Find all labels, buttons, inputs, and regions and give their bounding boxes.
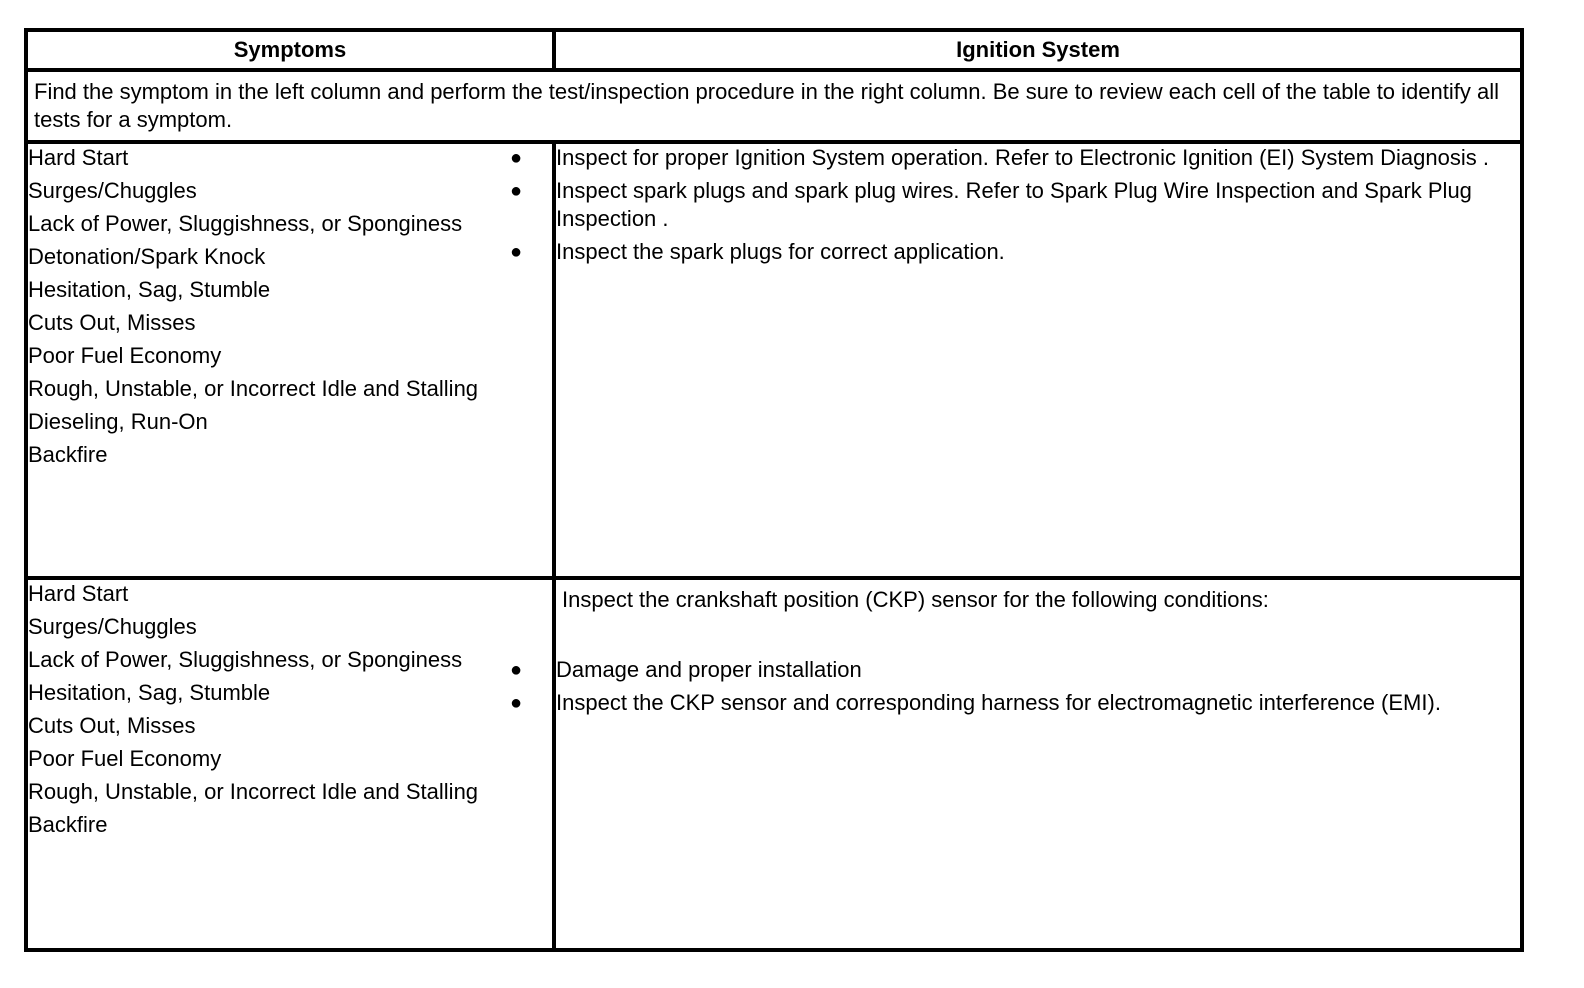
list-item-text: Surges/Chuggles (28, 178, 197, 203)
list-item (28, 778, 552, 806)
symptoms-cell (26, 142, 554, 578)
list-item (28, 613, 552, 641)
symptom-list (28, 144, 552, 469)
test-list (510, 144, 1520, 266)
diagnostic-table (24, 28, 1524, 952)
bullet-icon: ● (510, 241, 523, 263)
list-item (510, 238, 1520, 266)
tests-cell (510, 142, 1522, 578)
list-item-text: Damage and proper installation (556, 657, 862, 682)
list-item-text: Inspect the spark plugs for correct application. (556, 239, 1005, 264)
ckp-intro-text: Inspect the crankshaft position (CKP) sensor for the following conditions: (562, 587, 1269, 612)
list-item (28, 375, 552, 403)
list-item-text: Cuts Out, Misses (28, 310, 196, 335)
test-list (510, 614, 1520, 717)
list-item-text: Backfire (28, 442, 108, 467)
list-item-text: Hard Start (28, 145, 129, 170)
ignition-system-header: Ignition System (554, 30, 1522, 70)
list-item (28, 441, 552, 469)
list-item (28, 309, 552, 337)
symptoms-header: Symptoms (26, 30, 554, 70)
symptoms-cell (26, 578, 554, 950)
list-item (510, 177, 1520, 233)
header-row (26, 30, 1522, 70)
list-item-text: Rough, Unstable, or Incorrect Idle and Stalling (28, 779, 479, 804)
list-item (28, 745, 552, 773)
list-item-text: Lack of Power, Sluggishness, or Sponginess (28, 647, 463, 672)
list-item (510, 689, 1520, 717)
list-item-text: Rough, Unstable, or Incorrect Idle and Stalling (28, 376, 479, 401)
list-item-text: Lack of Power, Sluggishness, or Sponginess (28, 211, 463, 236)
table-row (26, 578, 1522, 950)
list-item (28, 580, 552, 608)
list-item-text: Inspect spark plugs and spark plug wires. Refer to Spark Plug Wire Inspection and Spark Plug Inspection . (556, 178, 1472, 231)
list-item-text: Cuts Out, Misses (28, 713, 196, 738)
list-item (28, 342, 552, 370)
tests-cell (510, 578, 1522, 950)
bullet-icon: ● (510, 659, 523, 681)
intro-text: Find the symptom in the left column and perform the test/inspection procedure in the right column. Be sure to review each cell of the table to identify all tests for a symptom. (26, 70, 1522, 142)
list-item-text: Surges/Chuggles (28, 614, 197, 639)
list-item-text: Inspect the CKP sensor and corresponding harness for electromagnetic interference (EMI). (556, 690, 1441, 715)
list-item-text: Hesitation, Sag, Stumble (28, 680, 271, 705)
list-item-text: Inspect for proper Ignition System operation. Refer to Electronic Ignition (EI) System Diagnosis . (556, 145, 1489, 170)
list-item (28, 243, 552, 271)
list-item-text: Hesitation, Sag, Stumble (28, 277, 271, 302)
list-item (510, 656, 1520, 684)
bullet-icon: ● (510, 180, 523, 202)
list-item (28, 177, 552, 205)
list-item-text: Hard Start (28, 581, 129, 606)
list-item (510, 144, 1520, 172)
list-item (28, 276, 552, 304)
list-item-text: Poor Fuel Economy (28, 343, 222, 368)
symptom-list (28, 580, 552, 839)
list-item-text: Dieseling, Run-On (28, 409, 208, 434)
list-item (28, 679, 552, 707)
list-item (28, 210, 552, 238)
list-item (28, 408, 552, 436)
list-item (28, 712, 552, 740)
table-row (26, 142, 1522, 578)
intro-row (26, 70, 1522, 142)
list-item (28, 811, 552, 839)
list-item-text: Backfire (28, 812, 108, 837)
list-item (28, 144, 552, 172)
list-item (28, 646, 552, 674)
list-item-text: Poor Fuel Economy (28, 746, 222, 771)
list-item-text: Detonation/Spark Knock (28, 244, 266, 269)
bullet-icon: ● (510, 692, 523, 714)
bullet-icon: ● (510, 147, 523, 169)
